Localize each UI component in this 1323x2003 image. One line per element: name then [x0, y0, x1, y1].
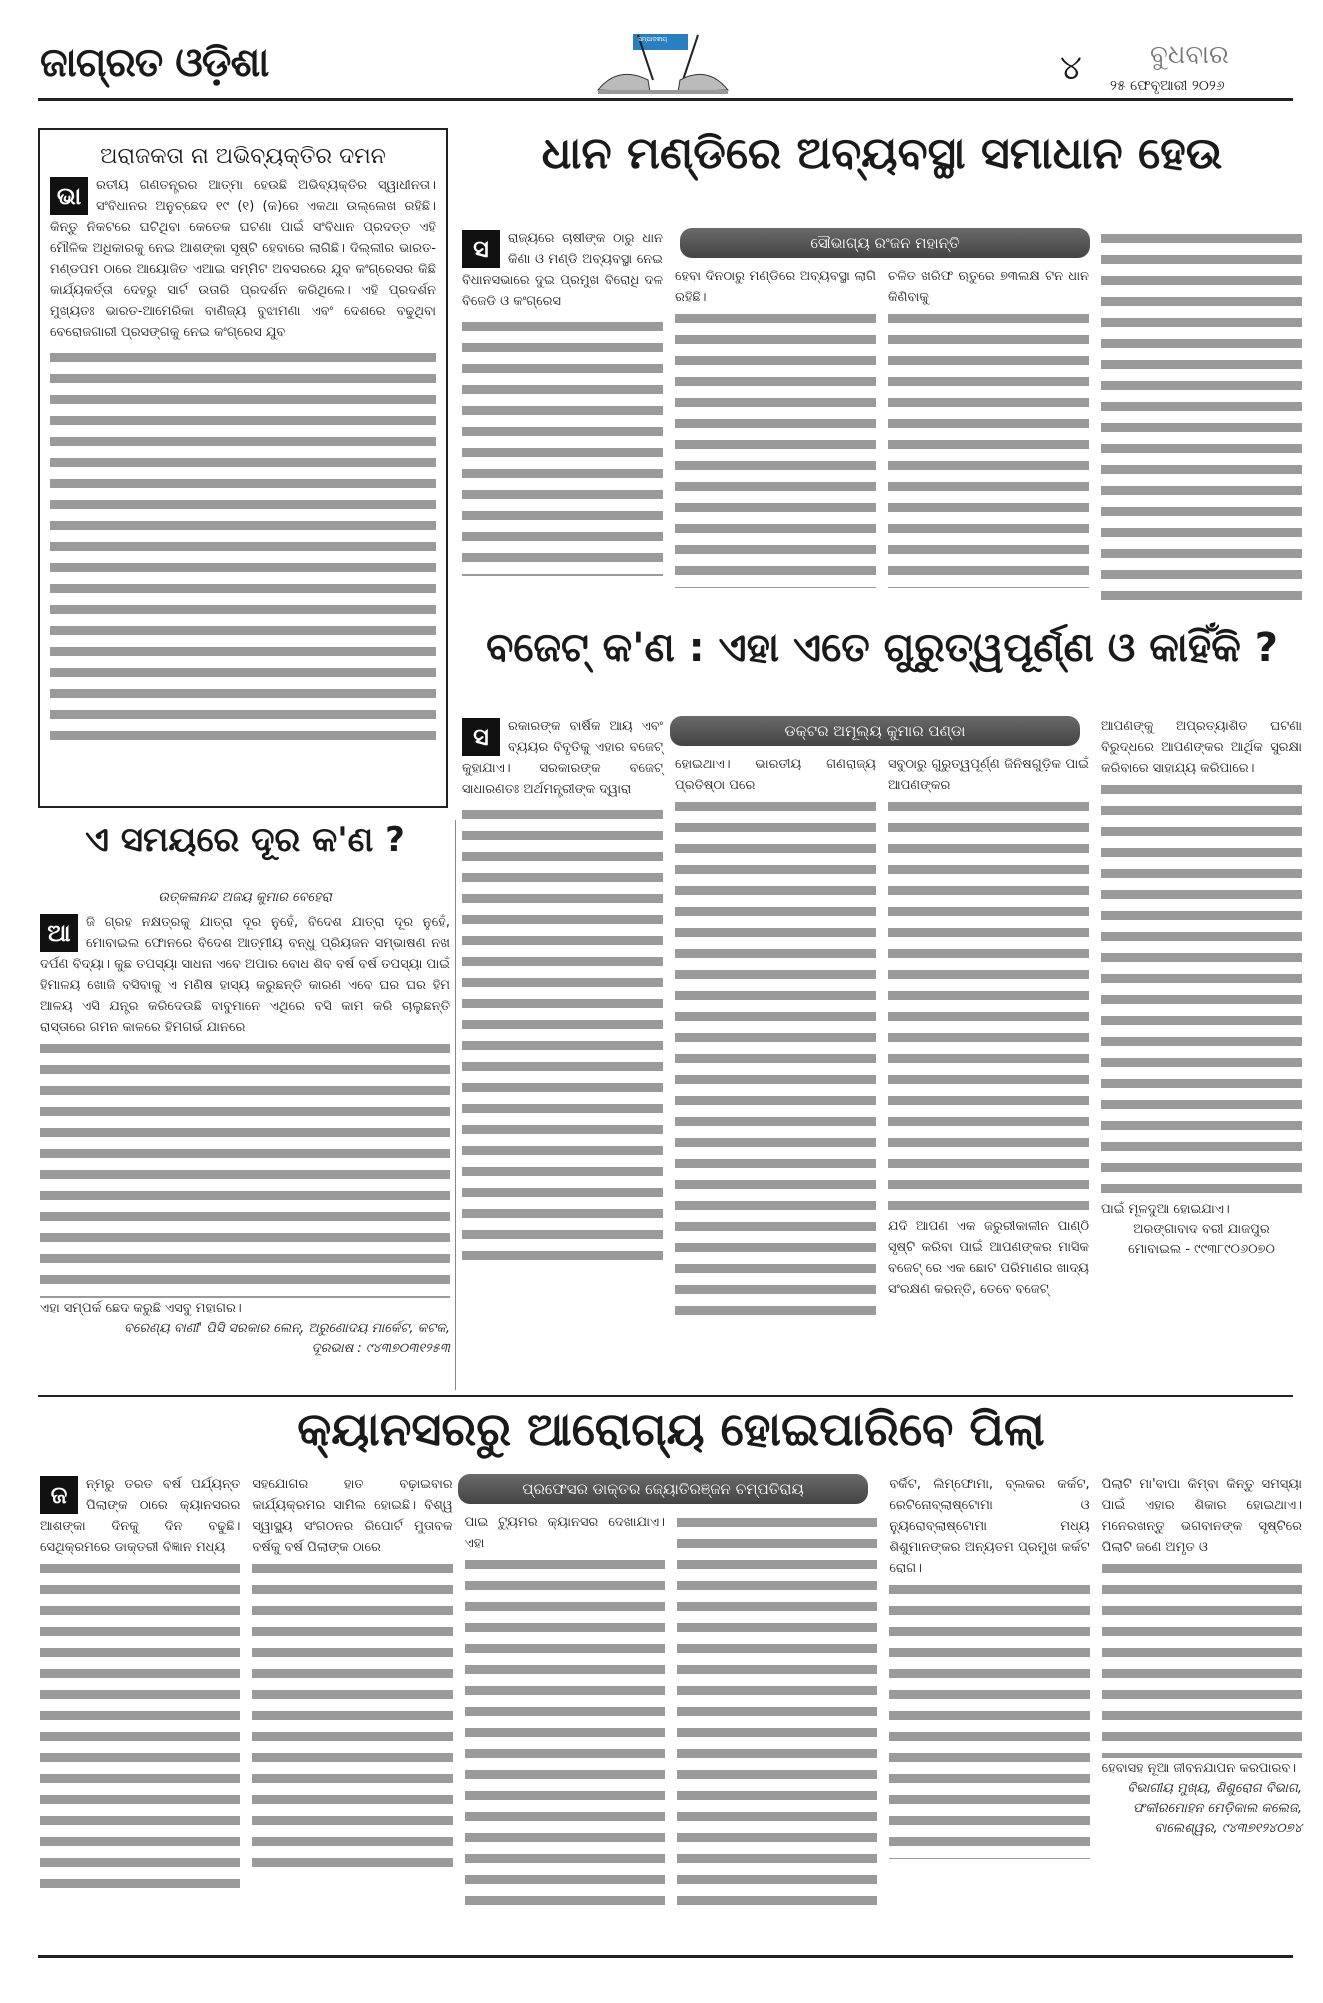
article-dhan-body — [462, 228, 1302, 618]
drop-cap: ଭା — [50, 177, 88, 215]
editorial-title: ଅରାଜକତା ନା ଅଭିବ୍ୟକ୍ତିର ଦମନ — [100, 144, 386, 169]
body-text-lines — [677, 1512, 877, 1912]
body-text-lines — [462, 316, 663, 576]
body-text-lines — [675, 308, 876, 588]
editorial-text-continued — [50, 347, 436, 747]
body-text-lines — [462, 804, 663, 1264]
column-divider — [455, 820, 456, 1390]
section-rule — [38, 1395, 1293, 1397]
headline-budget: ବଜେଟ୍ କ'ଣ : ଏହା ଏତେ ଗୁରୁତ୍ୱପୂର୍ଣ୍ଣ ଓ କାହିଁକି ? — [486, 625, 1278, 671]
body-text-lines — [252, 1558, 452, 1878]
byline-cancer: ପ୍ରଫେସର ଡାକ୍ତର ଜ୍ୟୋତିରଞ୍ଜନ ଚମ୍ପତିରାୟ — [458, 1474, 868, 1504]
body-text-lines — [40, 1558, 240, 1888]
headline-cancer: କ୍ୟାନସରରୁ ଆରୋଗ୍ୟ ହୋଇପାରିବେ ପିଲା — [297, 1402, 1045, 1456]
body-text-lines — [40, 1038, 450, 1298]
article-text: ସବୁଠାରୁ ଗୁରୁତ୍ୱପୂର୍ଣ୍ଣ ଜିନିଷଗୁଡ଼ିକ ପାଇଁ ଆପଣଙ୍କର — [888, 757, 1089, 793]
article-text: ହେବା ଦିନଠାରୁ ମଣ୍ଡିରେ ଅବ୍ୟବସ୍ଥା ଲାଗି ରହିଛି। — [675, 269, 876, 305]
article-text: ସହଯୋଗର ହାତ ବଢ଼ାଇବାର କାର୍ଯ୍ୟକ୍ରମର ସାମିଲ ହୋଇଛି। ବିଶ୍ୱ ସ୍ୱାସ୍ଥ୍ୟ ସଂଗଠନର ରିପୋର୍ଟ ମୁତାବକ ବର୍ଷକୁ ବର୍ଷ ପିଲାଙ୍କ ଠାରେ — [252, 1477, 453, 1555]
author-address: ଅରଙ୍ଗାବାଦ ବରୀ ଯାଜପୁର — [1133, 1222, 1270, 1237]
article-text: ବର୍କିଟ, ଲିମ୍ଫୋମା, ବ୍ଲକର କର୍କଟ, ରେଟିନୋବ୍ଲାଷ୍ଟୋମା ଓ ନ୍ୟୁରୋବ୍ଲାଷ୍ଟୋମା ମଧ୍ୟ ଶିଶୁମାନଙ୍କର ଅନ୍ୟତମ ପ୍ରମୁଖ କର୍କଟ ରୋଗ। — [889, 1477, 1090, 1576]
page-number: ୪ — [1060, 48, 1082, 88]
article-text: ଯଦି ଆପଣ ଏକ ଜରୁରୀକାଳୀନ ପାଣ୍ଠି ସୃଷ୍ଟି କରିବା ପାଇଁ ଆପଣଙ୍କର ମାସିକ ବଜେଟ୍ ରେ ଏକ ଛୋଟ ପରିମାଣର ଖାଦ୍ୟ ସଂରକ୍ଷଣ କରନ୍ତି, ତେବେ ବଜେଟ୍ — [888, 1219, 1089, 1297]
newspaper-name: ଜାଗ୍ରତ ଓଡ଼ିଶା — [40, 40, 269, 86]
body-text-lines — [888, 796, 1089, 1216]
article-text: ପିଲାଟି ମା'ବାପା କିମ୍ବା କିନ୍ତୁ ସମସ୍ୟା ପାଇଁ ଏହାର ଶିକାର ହୋଇଥାଏ। ମନେରଖନ୍ତୁ ଭଗବାନଙ୍କ ସୃଷ୍ଟିରେ ପିଲାଟି ଜଣେ ଅମୃତ ଓ — [1101, 1477, 1302, 1555]
body-text-lines — [1101, 779, 1302, 1199]
body-text-lines — [1102, 1558, 1302, 1758]
article-text: ହୋଇଥାଏ। ଭାରତୀୟ ଗଣରାଜ୍ୟ ପ୍ରତିଷ୍ଠା ପରେ — [675, 757, 876, 793]
article-cancer-body — [40, 1474, 1302, 1944]
article-text: ପାଇ ଟ୍ୟୁମର କ୍ୟାନସର ଦେଖାଯାଏ। ଏହା — [464, 1515, 665, 1551]
author-title: ବିଭାଗୀୟ ମୁଖ୍ୟ, ଶିଶୁରୋଗ ବିଭାଗ, — [1127, 1781, 1302, 1796]
drop-cap: ସ — [462, 230, 500, 268]
body-text-lines — [465, 1554, 665, 1914]
editorial-box — [38, 128, 448, 808]
byline-dhan: ସୌଭାଗ୍ୟ ରଂଜନ ମହାନ୍ତି — [680, 228, 1090, 258]
article-text: ଏହା ସମ୍ପର୍କ ଛେଦ କରୁଛି ଏସବୁ ମହାଗର। — [40, 1301, 242, 1316]
body-text-lines — [889, 1579, 1089, 1859]
article-text: ପାଇଁ ମୂଳଦୁଆ ହୋଇଯାଏ। — [1101, 1202, 1230, 1217]
article-text: ରକାରଙ୍କ ବାର୍ଷିକ ଆୟ ଏବଂ ବ୍ୟୟର ବିବୃତିକୁ ଏହାର ବଜେଟ୍ କୁହାଯାଏ। ସରକାରଙ୍କ ବଜେଟ୍ ସାଧାରଣତଃ ଅର୍ଥମନ୍ତ୍ରୀଙ୍କ ଦ୍ୱାରା — [462, 719, 663, 797]
author-phone: ମୋବାଇଲ - ୯୯୩୮୯୦୬୦୭୦ — [1128, 1242, 1275, 1257]
article-budget-body — [462, 716, 1302, 1336]
logo-text: ସମ୍ପାଦକୀୟ — [638, 36, 668, 43]
article-dura-body — [40, 912, 450, 1359]
headline-dura: ଏ ସମୟରେ ଦୂର କ'ଣ ? — [85, 820, 405, 860]
masthead-rule — [38, 98, 1293, 101]
article-text: ଆପଣଙ୍କୁ ଅପ୍ରତ୍ୟାଶିତ ଘଟଣା ବିରୁଦ୍ଧରେ ଆପଣଙ୍କର ଆର୍ଥିକ ସୁରକ୍ଷା କରିବାରେ ସାହାଯ୍ୟ କରିପାରେ। — [1101, 719, 1302, 776]
byline-dura: ଉତ୍କଳାନନ୍ଦ ଅଜୟ କୁମାର ବେହେରା — [158, 890, 332, 905]
article-text: ଜି ଗ୍ରହ ନକ୍ଷତ୍ରକୁ ଯାତ୍ରା ଦୂର ନୁହେଁ, ବିଦେଶ ଯାତ୍ରା ଦୂର ନୁହେଁ, ମୋବାଇଲ ଫୋନରେ ବିଦେଶ ଆତ୍ମୀୟ ବନ୍ଧୁ ପ୍ରିୟଜନ ସମ୍ଭାଷଣ ନଖ ଦର୍ପଣ ବିଦ୍ୟା। କୁଛ ତପସ୍ୟା ସାଧନା ଏବେ ଅପାର ବୋଧ ଶିବ ବର୍ଷ ବର୍ଷ ତପସ୍ୟା ପାଇଁ ହିମାଳୟ ଖୋଜି ବସିବାକୁ ଏ ମଣିଷ ହାସ୍ୟ କରୁଛନ୍ତି କାରଣ ଏବେ ଘର ଘର ହିମ ଆଳୟ ଏସି ଯନ୍ତ୍ର କରିଦେଉଛି ବାବୁମାନେ ଏଥିରେ ବସି କାମ କରି ଚାଲୁଛନ୍ତି ରାସ୍ତାରେ ଗମନ କାଳରେ ହିମଗର୍ଭ ଯାନରେ — [40, 915, 450, 1035]
article-text: ହେବାସହ ନୂଆ ଜୀବନଯାପନ କରପାରବ। — [1101, 1761, 1297, 1776]
headline-dhan: ଧାନ ମଣ୍ଡିରେ ଅବ୍ୟବସ୍ଥା ସମାଧାନ ହେଉ — [541, 128, 1223, 179]
author-address: ବରେଣ୍ୟ ବାଣୀ' ପିସି ସରକାର ଲେନ୍, ଅରୁଣୋଦୟ ମାର୍କେଟ, କଟକ, — [123, 1321, 450, 1336]
article-text: ନ୍ମରୁ ତରତ ବର୍ଷ ପର୍ଯ୍ୟନ୍ତ ପିଲାଙ୍କ ଠାରେ କ୍ୟାନସରର ଆଶଙ୍କା ଦିନକୁ ଦିନ ବଢୁଛି। ସେଥିକ୍ରମରେ ଡାକ୍ତରୀ ବିଜ୍ଞାନ ମଧ୍ୟ — [40, 1477, 241, 1555]
byline-budget: ଡକ୍ଟର ଅମୂଲ୍ୟ କୁମାର ପଣ୍ଡା — [670, 716, 1080, 746]
article-text: ରାଜ୍ୟରେ ଚାଷୀଙ୍କ ଠାରୁ ଧାନ କିଣା ଓ ମଣ୍ଡି ଅବ୍ୟବସ୍ଥା ନେଇ ବିଧାନସଭାରେ ଦୁଇ ପ୍ରମୁଖ ବିରୋଧି ଦଳ ବିଜେଡି ଓ କଂଗ୍ରେସ — [462, 231, 663, 309]
body-text-lines — [675, 796, 876, 1316]
footer-rule — [38, 1955, 1293, 1958]
author-phone: ଦୂରଭାଷ : ୯୪୩୭୦୩୧୨୫୩ — [311, 1341, 450, 1356]
article-text: ଚଳିତ ଖରିଫ ଋତୁରେ ୭୩ଲକ୍ଷ ଟନ ଧାନ କିଣିବାକୁ — [888, 269, 1089, 305]
author-college: ଫକୀରମୋହନ ମେଡ଼ିକାଲ କଲେଜ, — [1132, 1801, 1302, 1816]
editorial-text: ରତୀୟ ଗଣତନ୍ତ୍ରର ଆତ୍ମା ହେଉଛି ଅଭିବ୍ୟକ୍ତିର ସ୍ୱାଧୀନତା। ସଂବିଧାନର ଅନୁଚ୍ଛେଦ ୧୯ (୧) (କ)ରେ ଏକଥା ଉଲ୍ଲେଖ ରହିଛି। କିନ୍ତୁ ନିକଟରେ ଘଟିଥିବା କେତେକ ଘଟଣା ପାଇଁ ସଂବିଧାନ ପ୍ରଦତ୍ତ ଏହି ମୌଳିକ ଅଧିକାରକୁ ନେଇ ଆଶଙ୍କା ସୃଷ୍ଟି ହେବାରେ ଲାଗିଛି। ଦିଲ୍ଲୀର ଭାରତ-ମଣ୍ଡପମ ଠାରେ ଆୟୋଜିତ ଏଆଇ ସମ୍ମିଟ ଅବସରରେ ଯୁବ କଂଗ୍ରେସର କିଛି କାର୍ଯ୍ୟକର୍ତ୍ତା ଦେହରୁ ସାର୍ଟ ଉତାରି ପ୍ରଦର୍ଶନ କରିଥିଲେ। ଏହି ପ୍ରଦର୍ଶନ ମୁଖ୍ୟତଃ ଭାରତ-ଆମେରିକା ବାଣିଜ୍ୟ ବୁଝାମଣା ଏବଂ ଦେଶରେ ବଢୁଥିବା ବେରୋଜଗାରୀ ପ୍ରସଙ୍ଗକୁ ନେଇ କଂଗ୍ରେସ ଯୁବ — [50, 178, 436, 340]
date: ୨୫ ଫେବୃଆରୀ ୨୦୨୬ — [1110, 78, 1225, 94]
body-text-lines — [888, 308, 1089, 588]
drop-cap: ଆ — [40, 914, 78, 952]
day: ବୁଧବାର — [1150, 40, 1229, 70]
drop-cap: ସ — [462, 718, 500, 756]
author-city: ବାଲେଶ୍ୱର, ୯୪୩୭୧୨୪୦୭୪ — [1154, 1821, 1302, 1836]
drop-cap: ଜ — [40, 1476, 78, 1514]
editorial-logo — [588, 30, 738, 98]
body-text-lines — [1101, 228, 1302, 608]
